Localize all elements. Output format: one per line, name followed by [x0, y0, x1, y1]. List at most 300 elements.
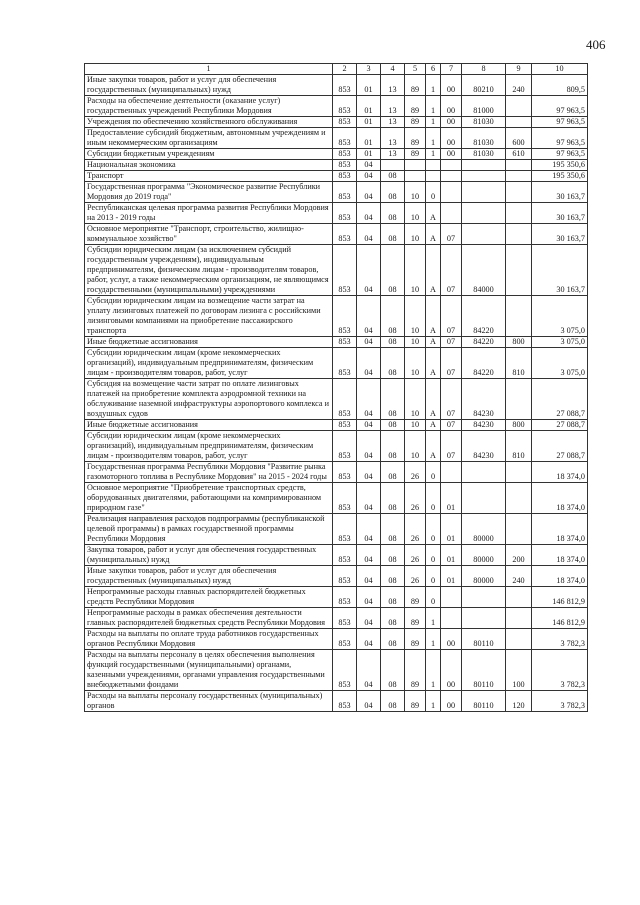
column-header: 6: [426, 64, 441, 75]
cell-subsection: 08: [381, 245, 405, 296]
cell-expense-type: [506, 117, 532, 128]
cell-ministry-code: 853: [333, 420, 357, 431]
cell-measure: 07: [441, 224, 462, 245]
table-row: [85, 431, 588, 462]
cell-direction: 81030: [462, 117, 506, 128]
cell-section: 04: [357, 483, 381, 514]
cell-expense-type: [506, 587, 532, 608]
cell-subsection: 08: [381, 691, 405, 712]
cell-subprogram: 1: [426, 691, 441, 712]
cell-section: 04: [357, 296, 381, 337]
cell-ministry-code: 853: [333, 691, 357, 712]
cell-program: 89: [405, 650, 426, 691]
table-row: [85, 691, 588, 712]
cell-subprogram: А: [426, 348, 441, 379]
table-body: [85, 64, 588, 712]
cell-expense-type: 200: [506, 545, 532, 566]
cell-subprogram: А: [426, 337, 441, 348]
cell-program: 26: [405, 514, 426, 545]
cell-description: Расходы на выплаты персоналу государственных (муниципальных) органов: [85, 691, 333, 712]
cell-direction: 81030: [462, 149, 506, 160]
cell-section: 04: [357, 203, 381, 224]
cell-amount: 146 812,9: [532, 587, 588, 608]
cell-description: Субсидии юридическим лицам на возмещение части затрат на уплату лизинговых платежей по договорам лизинга с российскими лизинговыми компаниями на приобретение пассажирского транспорта: [85, 296, 333, 337]
cell-expense-type: [506, 296, 532, 337]
cell-description: Непрограммные расходы в рамках обеспечения деятельности главных распорядителей бюджетных средств Республики Мордовия: [85, 608, 333, 629]
cell-expense-type: [506, 224, 532, 245]
cell-section: 04: [357, 566, 381, 587]
cell-direction: 81000: [462, 96, 506, 117]
cell-subprogram: А: [426, 379, 441, 420]
cell-expense-type: 600: [506, 128, 532, 149]
cell-description: Субсидии юридическим лицам (кроме некоммерческих организаций), индивидуальным предпринимателям, физическим лицам - производителям товаров, работ, услуг: [85, 431, 333, 462]
cell-expense-type: 810: [506, 348, 532, 379]
cell-measure: 00: [441, 149, 462, 160]
cell-amount: 30 163,7: [532, 182, 588, 203]
cell-amount: 27 088,7: [532, 379, 588, 420]
cell-description: Иные закупки товаров, работ и услуг для обеспечения государственных (муниципальных) нужд: [85, 566, 333, 587]
table-row: [85, 96, 588, 117]
cell-section: 04: [357, 337, 381, 348]
cell-direction: [462, 182, 506, 203]
cell-ministry-code: 853: [333, 483, 357, 514]
cell-section: 01: [357, 75, 381, 96]
cell-direction: 80210: [462, 75, 506, 96]
cell-amount: 146 812,9: [532, 608, 588, 629]
cell-section: 04: [357, 379, 381, 420]
cell-measure: 00: [441, 75, 462, 96]
cell-direction: [462, 160, 506, 171]
cell-subsection: 08: [381, 514, 405, 545]
cell-expense-type: 100: [506, 650, 532, 691]
cell-expense-type: [506, 182, 532, 203]
cell-subprogram: А: [426, 431, 441, 462]
cell-amount: 27 088,7: [532, 420, 588, 431]
cell-ministry-code: 853: [333, 514, 357, 545]
cell-program: 10: [405, 420, 426, 431]
cell-amount: 3 782,3: [532, 650, 588, 691]
table-row: [85, 462, 588, 483]
cell-program: 89: [405, 117, 426, 128]
cell-measure: [441, 587, 462, 608]
cell-description: Расходы на обеспечение деятельности (оказание услуг) государственных учреждений Республики Мордовия: [85, 96, 333, 117]
cell-ministry-code: 853: [333, 650, 357, 691]
cell-ministry-code: 853: [333, 75, 357, 96]
cell-section: 04: [357, 650, 381, 691]
cell-program: 10: [405, 203, 426, 224]
cell-direction: [462, 224, 506, 245]
cell-ministry-code: 853: [333, 160, 357, 171]
cell-subprogram: А: [426, 224, 441, 245]
cell-expense-type: 800: [506, 420, 532, 431]
cell-program: 10: [405, 245, 426, 296]
cell-direction: 80000: [462, 514, 506, 545]
cell-program: 10: [405, 379, 426, 420]
cell-direction: [462, 462, 506, 483]
cell-section: 04: [357, 629, 381, 650]
cell-subprogram: А: [426, 296, 441, 337]
cell-measure: 07: [441, 379, 462, 420]
cell-section: 01: [357, 149, 381, 160]
cell-program: 89: [405, 96, 426, 117]
cell-subprogram: [426, 171, 441, 182]
cell-direction: 80110: [462, 629, 506, 650]
cell-measure: [441, 171, 462, 182]
cell-section: 04: [357, 245, 381, 296]
cell-section: 04: [357, 160, 381, 171]
cell-section: 04: [357, 462, 381, 483]
cell-subprogram: А: [426, 245, 441, 296]
cell-expense-type: [506, 96, 532, 117]
cell-program: [405, 160, 426, 171]
cell-subprogram: 0: [426, 182, 441, 203]
cell-expense-type: [506, 608, 532, 629]
cell-amount: 97 963,5: [532, 149, 588, 160]
cell-measure: 07: [441, 296, 462, 337]
table-row: [85, 149, 588, 160]
table-row: [85, 75, 588, 96]
cell-direction: 80110: [462, 691, 506, 712]
table-row: [85, 514, 588, 545]
cell-description: Учреждения по обеспечению хозяйственного обслуживания: [85, 117, 333, 128]
cell-measure: 00: [441, 650, 462, 691]
cell-amount: 18 374,0: [532, 514, 588, 545]
cell-section: 01: [357, 117, 381, 128]
cell-description: Транспорт: [85, 171, 333, 182]
cell-ministry-code: 853: [333, 128, 357, 149]
cell-ministry-code: 853: [333, 629, 357, 650]
cell-subsection: 08: [381, 566, 405, 587]
cell-expense-type: [506, 245, 532, 296]
page-number: 406: [586, 37, 606, 52]
cell-ministry-code: 853: [333, 337, 357, 348]
cell-ministry-code: 853: [333, 587, 357, 608]
cell-subprogram: [426, 160, 441, 171]
cell-subsection: 08: [381, 608, 405, 629]
cell-measure: 07: [441, 420, 462, 431]
cell-expense-type: [506, 514, 532, 545]
cell-program: 10: [405, 348, 426, 379]
cell-subprogram: 1: [426, 128, 441, 149]
column-header: 1: [85, 64, 333, 75]
cell-ministry-code: 853: [333, 96, 357, 117]
cell-amount: 97 963,5: [532, 96, 588, 117]
cell-section: 04: [357, 224, 381, 245]
cell-program: 26: [405, 566, 426, 587]
cell-measure: 00: [441, 691, 462, 712]
cell-description: Реализация направления расходов подпрограммы (республиканской целевой программы) в рамках государственной программы Республики Мордовия: [85, 514, 333, 545]
cell-measure: [441, 462, 462, 483]
cell-subprogram: 0: [426, 514, 441, 545]
cell-direction: 84230: [462, 431, 506, 462]
cell-subprogram: А: [426, 420, 441, 431]
cell-expense-type: [506, 203, 532, 224]
cell-subsection: 08: [381, 348, 405, 379]
cell-section: 04: [357, 348, 381, 379]
column-header: 9: [506, 64, 532, 75]
cell-amount: 3 075,0: [532, 296, 588, 337]
cell-program: 26: [405, 462, 426, 483]
cell-subsection: 08: [381, 545, 405, 566]
table-row: [85, 348, 588, 379]
cell-amount: 18 374,0: [532, 462, 588, 483]
cell-program: 89: [405, 75, 426, 96]
cell-program: 89: [405, 149, 426, 160]
cell-subprogram: 1: [426, 629, 441, 650]
cell-measure: 00: [441, 629, 462, 650]
cell-subsection: 08: [381, 462, 405, 483]
cell-amount: 30 163,7: [532, 245, 588, 296]
cell-subprogram: 1: [426, 650, 441, 691]
cell-expense-type: 810: [506, 431, 532, 462]
cell-description: Закупка товаров, работ и услуг для обеспечения государственных (муниципальных) нужд: [85, 545, 333, 566]
cell-section: 04: [357, 182, 381, 203]
budget-table: [84, 63, 588, 712]
cell-subprogram: 0: [426, 566, 441, 587]
column-header: 7: [441, 64, 462, 75]
cell-section: 04: [357, 420, 381, 431]
cell-direction: [462, 608, 506, 629]
column-header: 2: [333, 64, 357, 75]
cell-direction: 84220: [462, 348, 506, 379]
cell-subsection: 08: [381, 337, 405, 348]
cell-subprogram: 1: [426, 96, 441, 117]
cell-subsection: 08: [381, 650, 405, 691]
cell-amount: 3 782,3: [532, 691, 588, 712]
cell-amount: 97 963,5: [532, 128, 588, 149]
cell-ministry-code: 853: [333, 245, 357, 296]
cell-direction: [462, 483, 506, 514]
cell-subsection: 13: [381, 117, 405, 128]
table-row: [85, 128, 588, 149]
cell-measure: 00: [441, 96, 462, 117]
column-header: 3: [357, 64, 381, 75]
cell-measure: [441, 608, 462, 629]
cell-expense-type: [506, 379, 532, 420]
cell-direction: [462, 171, 506, 182]
cell-direction: 84230: [462, 379, 506, 420]
cell-ministry-code: 853: [333, 462, 357, 483]
cell-measure: 07: [441, 348, 462, 379]
cell-amount: 18 374,0: [532, 483, 588, 514]
cell-subsection: 08: [381, 171, 405, 182]
cell-ministry-code: 853: [333, 545, 357, 566]
column-header: 10: [532, 64, 588, 75]
cell-section: 04: [357, 431, 381, 462]
cell-expense-type: [506, 462, 532, 483]
cell-description: Иные бюджетные ассигнования: [85, 337, 333, 348]
cell-description: Республиканская целевая программа развития Республики Мордовия на 2013 - 2019 годы: [85, 203, 333, 224]
cell-measure: 00: [441, 128, 462, 149]
cell-subsection: 08: [381, 587, 405, 608]
cell-measure: 07: [441, 245, 462, 296]
cell-measure: 01: [441, 566, 462, 587]
cell-subsection: 08: [381, 379, 405, 420]
cell-subsection: 13: [381, 96, 405, 117]
cell-direction: 84220: [462, 296, 506, 337]
table-row: [85, 608, 588, 629]
cell-description: Государственная программа Республики Мордовия "Развитие рынка газомоторного топлива в Республике Мордовия" на 2015 - 2024 годы: [85, 462, 333, 483]
cell-expense-type: [506, 629, 532, 650]
cell-amount: 195 350,6: [532, 171, 588, 182]
cell-expense-type: 800: [506, 337, 532, 348]
cell-description: Государственная программа "Экономическое развитие Республики Мордовия до 2019 года": [85, 182, 333, 203]
cell-section: 04: [357, 514, 381, 545]
cell-program: 10: [405, 431, 426, 462]
cell-direction: [462, 203, 506, 224]
cell-subsection: 08: [381, 296, 405, 337]
table-row: [85, 117, 588, 128]
cell-program: 89: [405, 629, 426, 650]
cell-section: 01: [357, 96, 381, 117]
cell-description: Иные закупки товаров, работ и услуг для обеспечения государственных (муниципальных) нужд: [85, 75, 333, 96]
cell-program: 89: [405, 691, 426, 712]
cell-ministry-code: 853: [333, 117, 357, 128]
cell-program: 10: [405, 296, 426, 337]
cell-measure: 07: [441, 337, 462, 348]
cell-direction: 84230: [462, 420, 506, 431]
cell-section: 01: [357, 128, 381, 149]
cell-amount: 30 163,7: [532, 203, 588, 224]
cell-program: 26: [405, 545, 426, 566]
cell-measure: 07: [441, 431, 462, 462]
cell-description: Основное мероприятие "Транспорт, строительство, жилищно-коммунальное хозяйство": [85, 224, 333, 245]
cell-amount: 18 374,0: [532, 566, 588, 587]
cell-program: 89: [405, 608, 426, 629]
cell-expense-type: 240: [506, 75, 532, 96]
cell-expense-type: 120: [506, 691, 532, 712]
cell-program: 89: [405, 128, 426, 149]
cell-subprogram: 1: [426, 608, 441, 629]
cell-amount: 18 374,0: [532, 545, 588, 566]
cell-program: 10: [405, 337, 426, 348]
table-row: [85, 245, 588, 296]
cell-description: Субсидия на возмещение части затрат по оплате лизинговых платежей на приобретение комплекта аэродромной техники на обслуживание наземной инфраструктуры аэропортового комплекса и воздушных судов: [85, 379, 333, 420]
cell-measure: [441, 160, 462, 171]
cell-expense-type: [506, 483, 532, 514]
table-row: [85, 182, 588, 203]
cell-subsection: 08: [381, 224, 405, 245]
cell-description: Расходы на выплаты персоналу в целях обеспечения выполнения функций государственными (муниципальными) органами, казенными учреждениями, органами управления государственными внебюджетными фондами: [85, 650, 333, 691]
cell-measure: [441, 182, 462, 203]
cell-amount: 30 163,7: [532, 224, 588, 245]
table-row: [85, 650, 588, 691]
cell-subsection: 13: [381, 149, 405, 160]
cell-description: Непрограммные расходы главных распорядителей бюджетных средств Республики Мордовия: [85, 587, 333, 608]
cell-amount: 3 075,0: [532, 348, 588, 379]
cell-direction: 81030: [462, 128, 506, 149]
column-header: 4: [381, 64, 405, 75]
cell-program: [405, 171, 426, 182]
cell-section: 04: [357, 587, 381, 608]
cell-subsection: 13: [381, 75, 405, 96]
cell-amount: 27 088,7: [532, 431, 588, 462]
table-row: [85, 629, 588, 650]
cell-description: Предоставление субсидий бюджетным, автономным учреждениям и иным некоммерческим организациям: [85, 128, 333, 149]
cell-expense-type: 610: [506, 149, 532, 160]
cell-expense-type: 240: [506, 566, 532, 587]
table-row: [85, 420, 588, 431]
cell-subsection: 08: [381, 420, 405, 431]
cell-program: 26: [405, 483, 426, 514]
table-row: [85, 379, 588, 420]
cell-section: 04: [357, 691, 381, 712]
column-header: 5: [405, 64, 426, 75]
cell-amount: 809,5: [532, 75, 588, 96]
cell-ministry-code: 853: [333, 379, 357, 420]
cell-description: Субсидии бюджетным учреждениям: [85, 149, 333, 160]
cell-subprogram: А: [426, 203, 441, 224]
table-header-row: [85, 64, 588, 75]
cell-measure: 01: [441, 483, 462, 514]
cell-amount: 195 350,6: [532, 160, 588, 171]
table-row: [85, 160, 588, 171]
cell-subprogram: 0: [426, 545, 441, 566]
cell-ministry-code: 853: [333, 608, 357, 629]
cell-description: Расходы на выплаты по оплате труда работников государственных органов Республики Мордовия: [85, 629, 333, 650]
table-row: [85, 566, 588, 587]
cell-direction: 80110: [462, 650, 506, 691]
table-row: [85, 296, 588, 337]
cell-subprogram: 0: [426, 587, 441, 608]
cell-ministry-code: 853: [333, 224, 357, 245]
cell-description: Национальная экономика: [85, 160, 333, 171]
cell-ministry-code: 853: [333, 149, 357, 160]
cell-program: 10: [405, 182, 426, 203]
cell-measure: 00: [441, 117, 462, 128]
cell-section: 04: [357, 608, 381, 629]
cell-direction: [462, 587, 506, 608]
cell-subprogram: 1: [426, 117, 441, 128]
cell-section: 04: [357, 171, 381, 182]
cell-ministry-code: 853: [333, 566, 357, 587]
table-row: [85, 203, 588, 224]
cell-description: Основное мероприятие "Приобретение транспортных средств, оборудованных двигателями, работающими на компримированном природном газе": [85, 483, 333, 514]
cell-program: 10: [405, 224, 426, 245]
column-header: 8: [462, 64, 506, 75]
cell-direction: 84000: [462, 245, 506, 296]
cell-subsection: 08: [381, 203, 405, 224]
cell-subprogram: 0: [426, 462, 441, 483]
table-row: [85, 337, 588, 348]
cell-subsection: [381, 160, 405, 171]
cell-direction: 80000: [462, 566, 506, 587]
cell-subsection: 08: [381, 182, 405, 203]
cell-ministry-code: 853: [333, 431, 357, 462]
cell-subsection: 08: [381, 629, 405, 650]
cell-amount: 97 963,5: [532, 117, 588, 128]
cell-description: Субсидии юридическим лицам (кроме некоммерческих организаций), индивидуальным предпринимателям, физическим лицам - производителям товаров, работ, услуг: [85, 348, 333, 379]
cell-description: Субсидии юридическим лицам (за исключением субсидий государственным учреждениям), индивидуальным предпринимателям, физическим лицам - производителям товаров, работ, услуг, а также некоммерческим организациям, не являющимся государственными (муниципальными) учреждениями: [85, 245, 333, 296]
cell-subsection: 08: [381, 483, 405, 514]
table-row: [85, 545, 588, 566]
cell-amount: 3 782,3: [532, 629, 588, 650]
cell-ministry-code: 853: [333, 348, 357, 379]
cell-ministry-code: 853: [333, 182, 357, 203]
cell-expense-type: [506, 171, 532, 182]
cell-direction: 84220: [462, 337, 506, 348]
table-row: [85, 587, 588, 608]
cell-subprogram: 1: [426, 149, 441, 160]
cell-program: 89: [405, 587, 426, 608]
cell-section: 04: [357, 545, 381, 566]
cell-subsection: 08: [381, 431, 405, 462]
cell-direction: 80000: [462, 545, 506, 566]
cell-ministry-code: 853: [333, 171, 357, 182]
cell-ministry-code: 853: [333, 296, 357, 337]
cell-subprogram: 0: [426, 483, 441, 514]
cell-measure: [441, 203, 462, 224]
